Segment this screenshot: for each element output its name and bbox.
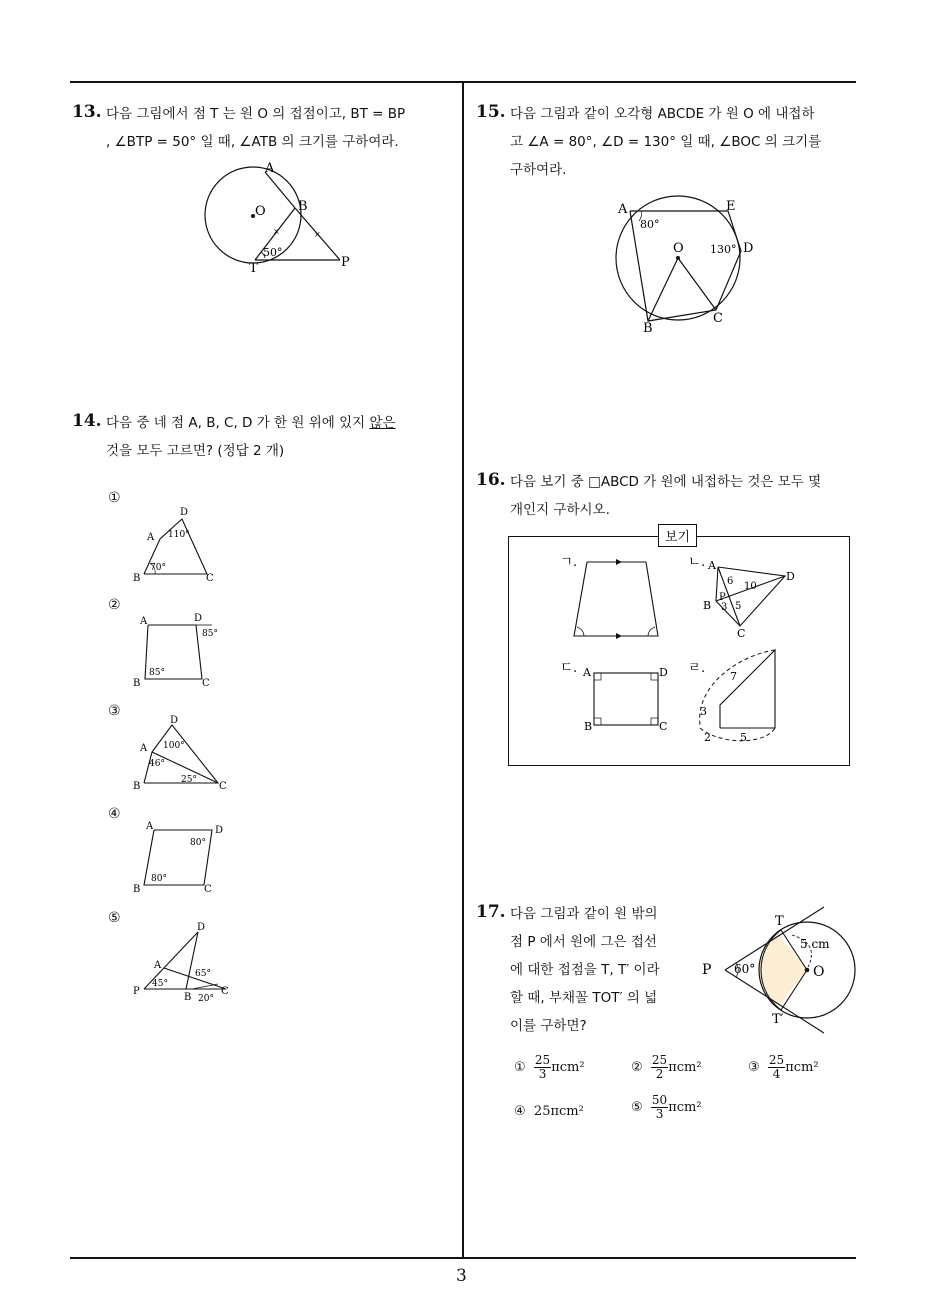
- svg-text:B: B: [133, 781, 141, 792]
- svg-text:P: P: [133, 986, 140, 997]
- bogi-item-r: ㄹ.: [688, 660, 706, 676]
- q13-label-t: T: [249, 261, 258, 276]
- svg-text:65°: 65°: [195, 969, 211, 979]
- svg-text:80°: 80°: [640, 218, 660, 231]
- svg-text:C: C: [713, 311, 723, 326]
- q14-option-1-number[interactable]: ①: [108, 490, 121, 506]
- q15-number: 15.: [476, 102, 506, 122]
- svg-text:7: 7: [730, 670, 737, 683]
- q14-option-4-figure: [130, 818, 230, 898]
- svg-text:O: O: [813, 964, 825, 980]
- svg-text:6: 6: [727, 576, 734, 587]
- svg-text:P: P: [702, 962, 712, 978]
- q17-line-3: 에 대한 접점을 T, T′ 이라: [510, 962, 660, 978]
- svg-text:2: 2: [704, 731, 711, 744]
- svg-text:T: T: [775, 914, 784, 929]
- q14-option-2-figure: [130, 612, 230, 692]
- q17-line-2: 점 P 에서 원에 그은 접선: [510, 934, 657, 950]
- bogi-d-figure: [580, 662, 675, 737]
- bogi-item-n: ㄴ.: [688, 554, 706, 570]
- svg-text:C: C: [202, 678, 210, 689]
- svg-text:A: A: [140, 743, 148, 754]
- svg-text:46°: 46°: [149, 759, 165, 769]
- bogi-item-g: ㄱ.: [560, 554, 578, 570]
- bogi-n-figure: [700, 555, 810, 645]
- q13-label-a: A: [265, 161, 275, 176]
- q13-figure: [195, 160, 365, 280]
- svg-text:×: ×: [273, 227, 280, 236]
- svg-text:A: A: [147, 532, 155, 543]
- q15-line2: 고 ∠A = 80°, ∠D = 130° 일 때, ∠BOC 의 크기를: [510, 134, 822, 150]
- q13-text: 다음 그림에서 점 T 는 원 O 의 접점이고, BT = BP: [106, 106, 406, 122]
- svg-text:B: B: [584, 720, 593, 733]
- svg-text:3: 3: [700, 705, 707, 718]
- q17-number: 17.: [476, 902, 506, 922]
- svg-text:D: D: [170, 715, 179, 726]
- q17-choice-2[interactable]: ② $\frac{25}{2}$ πcm²: [631, 1053, 702, 1081]
- q13-line2: , ∠BTP = 50° 일 때, ∠ATB 의 크기를 구하여라.: [106, 134, 399, 150]
- q14-line2: 것을 모두 고르면? (정답 2 개): [106, 443, 285, 459]
- q15-line1: 다음 그림과 같이 오각형 ABCDE 가 원 O 에 내접하: [510, 106, 815, 122]
- q17-choice-1[interactable]: ① $\frac{25}{3}$ πcm²: [514, 1053, 585, 1081]
- q16-line1: 다음 보기 중 □ABCD 가 원에 내접하는 것은 모두 몇: [510, 474, 822, 490]
- svg-text:25°: 25°: [181, 775, 197, 785]
- q14-text-b: 않은: [369, 415, 396, 431]
- q17-choice-3[interactable]: ③ $\frac{25}{4}$ πcm²: [748, 1053, 819, 1081]
- column-divider: [462, 81, 464, 1259]
- q17-line-5: 이를 구하면?: [510, 1018, 587, 1034]
- svg-text:C: C: [219, 781, 227, 792]
- svg-text:85°: 85°: [202, 629, 218, 639]
- q14-number: 14.: [72, 411, 102, 431]
- svg-text:A: A: [618, 202, 628, 217]
- svg-text:45°: 45°: [152, 979, 168, 989]
- q13-label-b: B: [298, 199, 308, 214]
- svg-text:A: A: [154, 960, 162, 971]
- q14-option-5-figure: [130, 920, 240, 1010]
- q14-text-a: 다음 중 네 점 A, B, C, D 가 한 원 위에 있지: [106, 415, 370, 431]
- q15-figure: [608, 195, 758, 335]
- svg-text:10: 10: [744, 581, 757, 592]
- q13-label-angle: 50°: [263, 246, 283, 259]
- q14-option-2-number[interactable]: ②: [108, 597, 121, 613]
- svg-text:A: A: [708, 559, 716, 572]
- svg-text:70°: 70°: [150, 563, 166, 573]
- q17-choice-4[interactable]: ④ 25πcm²: [514, 1104, 584, 1119]
- svg-text:D: D: [659, 666, 668, 679]
- svg-text:D: D: [215, 825, 224, 836]
- q16-number: 16.: [476, 470, 506, 490]
- svg-text:B: B: [133, 678, 141, 689]
- q16-line2: 개인지 구하시오.: [510, 502, 610, 518]
- svg-text:D: D: [194, 613, 203, 624]
- svg-text:C: C: [737, 627, 746, 640]
- svg-text:A: A: [146, 821, 154, 832]
- q14-option-4-number[interactable]: ④: [108, 806, 121, 822]
- q13-line1: [106, 100, 458, 128]
- svg-text:D: D: [180, 507, 189, 518]
- svg-text:130°: 130°: [710, 243, 737, 256]
- svg-text:20°: 20°: [198, 994, 214, 1004]
- svg-text:80°: 80°: [151, 874, 167, 884]
- q14-option-5-number[interactable]: ⑤: [108, 910, 121, 926]
- q15-line3: 구하여라.: [510, 162, 567, 178]
- svg-text:C: C: [659, 720, 668, 733]
- svg-text:A: A: [140, 616, 148, 627]
- svg-text:5: 5: [740, 731, 747, 744]
- svg-text:B: B: [703, 599, 712, 612]
- q14-line1: [106, 409, 396, 437]
- q17-line-1: 다음 그림과 같이 원 밖의: [510, 906, 658, 922]
- q17-choice-5[interactable]: ⑤ $\frac{50}{3}$ πcm²: [631, 1093, 702, 1121]
- svg-text:110°: 110°: [168, 530, 190, 540]
- bogi-label: 보기: [658, 524, 697, 547]
- svg-text:C: C: [206, 573, 214, 584]
- page-number: 3: [456, 1266, 467, 1286]
- svg-text:O: O: [673, 241, 684, 256]
- svg-text:5: 5: [735, 601, 742, 612]
- svg-text:B: B: [133, 573, 141, 584]
- q14-option-1-figure: [130, 505, 230, 590]
- q14-option-3-figure: [130, 713, 240, 798]
- q13-number: 13.: [72, 102, 102, 122]
- svg-text:A: A: [583, 666, 591, 679]
- q13-label-p: P: [341, 255, 350, 270]
- svg-text:D: D: [197, 922, 206, 933]
- svg-text:80°: 80°: [190, 838, 206, 848]
- svg-text:B: B: [184, 992, 192, 1003]
- svg-text:60°: 60°: [734, 962, 756, 976]
- bogi-item-d: ㄷ.: [560, 660, 578, 676]
- bogi-g-figure: [570, 555, 670, 645]
- q13-label-o: O: [255, 204, 266, 219]
- svg-text:B: B: [643, 321, 653, 336]
- svg-text:T′: T′: [772, 1012, 784, 1027]
- bogi-r-figure: [690, 645, 790, 750]
- svg-text:×: ×: [314, 230, 321, 239]
- bottom-rule: [70, 1257, 856, 1259]
- svg-text:3: 3: [721, 602, 728, 613]
- svg-text:E: E: [726, 199, 736, 214]
- svg-text:85°: 85°: [149, 668, 165, 678]
- svg-text:5 cm: 5 cm: [800, 937, 830, 951]
- svg-text:B: B: [133, 884, 141, 895]
- q14-option-3-number[interactable]: ③: [108, 703, 121, 719]
- svg-text:P: P: [719, 592, 726, 603]
- q17-figure: [700, 895, 860, 1035]
- svg-text:D: D: [786, 570, 795, 583]
- q17-line-4: 할 때, 부채꼴 TOT′ 의 넓: [510, 990, 658, 1006]
- svg-text:C: C: [221, 986, 229, 997]
- svg-text:D: D: [743, 241, 754, 256]
- svg-text:C: C: [204, 884, 212, 895]
- svg-text:100°: 100°: [163, 741, 185, 751]
